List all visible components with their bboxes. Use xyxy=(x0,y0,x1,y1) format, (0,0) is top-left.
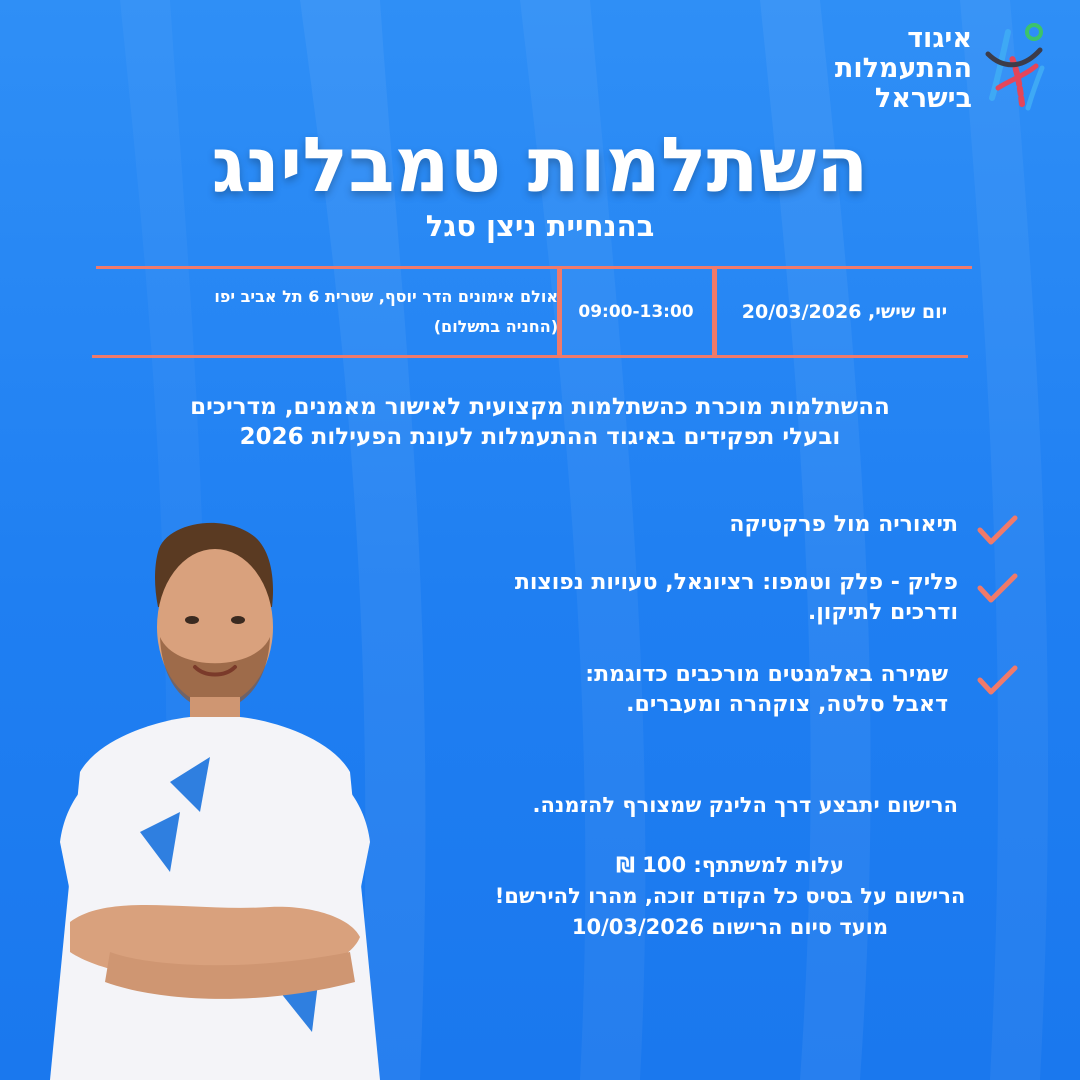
org-name-line: איגוד xyxy=(907,23,972,54)
page-subtitle: בהנחיית ניצן סגל xyxy=(425,209,655,243)
location-address: אולם אימונים הדר יוסף, שטרית 6 תל אביב יפו xyxy=(214,287,558,306)
location-parking-note: (החניה בתשלום) xyxy=(433,317,558,336)
checklist-item-text: שמירה באלמנטים מורכבים כדוגמת: xyxy=(585,662,948,687)
org-name-line: בישראל xyxy=(874,83,972,114)
event-info-table xyxy=(92,266,972,358)
page-title: השתלמות טמבלינג xyxy=(211,120,869,209)
event-time xyxy=(562,269,710,355)
description-line: ההשתלמות מוכרת כהשתלמות מקצועית לאישור מאמנים, מדריכים xyxy=(190,394,890,420)
checklist-item xyxy=(398,510,958,540)
registration-note: הרישום יתבצע דרך הלינק שמצורף להזמנה. xyxy=(532,793,958,817)
instructor-photo xyxy=(50,512,380,1080)
description xyxy=(60,392,1020,452)
checklist-item xyxy=(398,660,948,720)
checklist-item-text: דאבל סלטה, צוקהרה ומעברים. xyxy=(626,692,948,717)
event-location xyxy=(92,269,558,355)
fee-first-come: הרישום על בסיס כל הקודם זוכה, מהרו להירשם! xyxy=(494,884,966,908)
checkmark-icon xyxy=(976,514,1018,546)
gymnast-figure-logo-icon xyxy=(978,18,1050,118)
event-date-text: יום שישי, 20/03/2026 xyxy=(741,301,948,323)
checkmark-icon xyxy=(976,572,1018,604)
checklist-item xyxy=(398,568,958,628)
checkmark-icon xyxy=(976,664,1018,696)
fee-price: עלות למשתתף: 100 ₪ xyxy=(615,853,845,877)
fee-info xyxy=(400,850,1060,943)
checklist-item-text: תיאוריה מול פרקטיקה xyxy=(729,512,958,537)
description-line: ובעלי תפקידים באיגוד ההתעמלות לעונת הפעילות 2026 xyxy=(239,424,841,450)
event-time-text: 09:00-13:00 xyxy=(578,302,694,322)
checklist-item-text: פליק - פלק וטמפו: רציונאל, טעויות נפוצות xyxy=(514,570,958,595)
checklist-item-text: ודרכים לתיקון. xyxy=(807,600,958,625)
org-name xyxy=(835,24,972,114)
table-bottom-divider xyxy=(92,355,968,358)
org-name-line: ההתעמלות xyxy=(834,53,972,84)
event-date xyxy=(717,269,972,355)
org-logo xyxy=(720,18,1050,118)
fee-deadline: מועד סיום הרישום 10/03/2026 xyxy=(571,915,889,939)
